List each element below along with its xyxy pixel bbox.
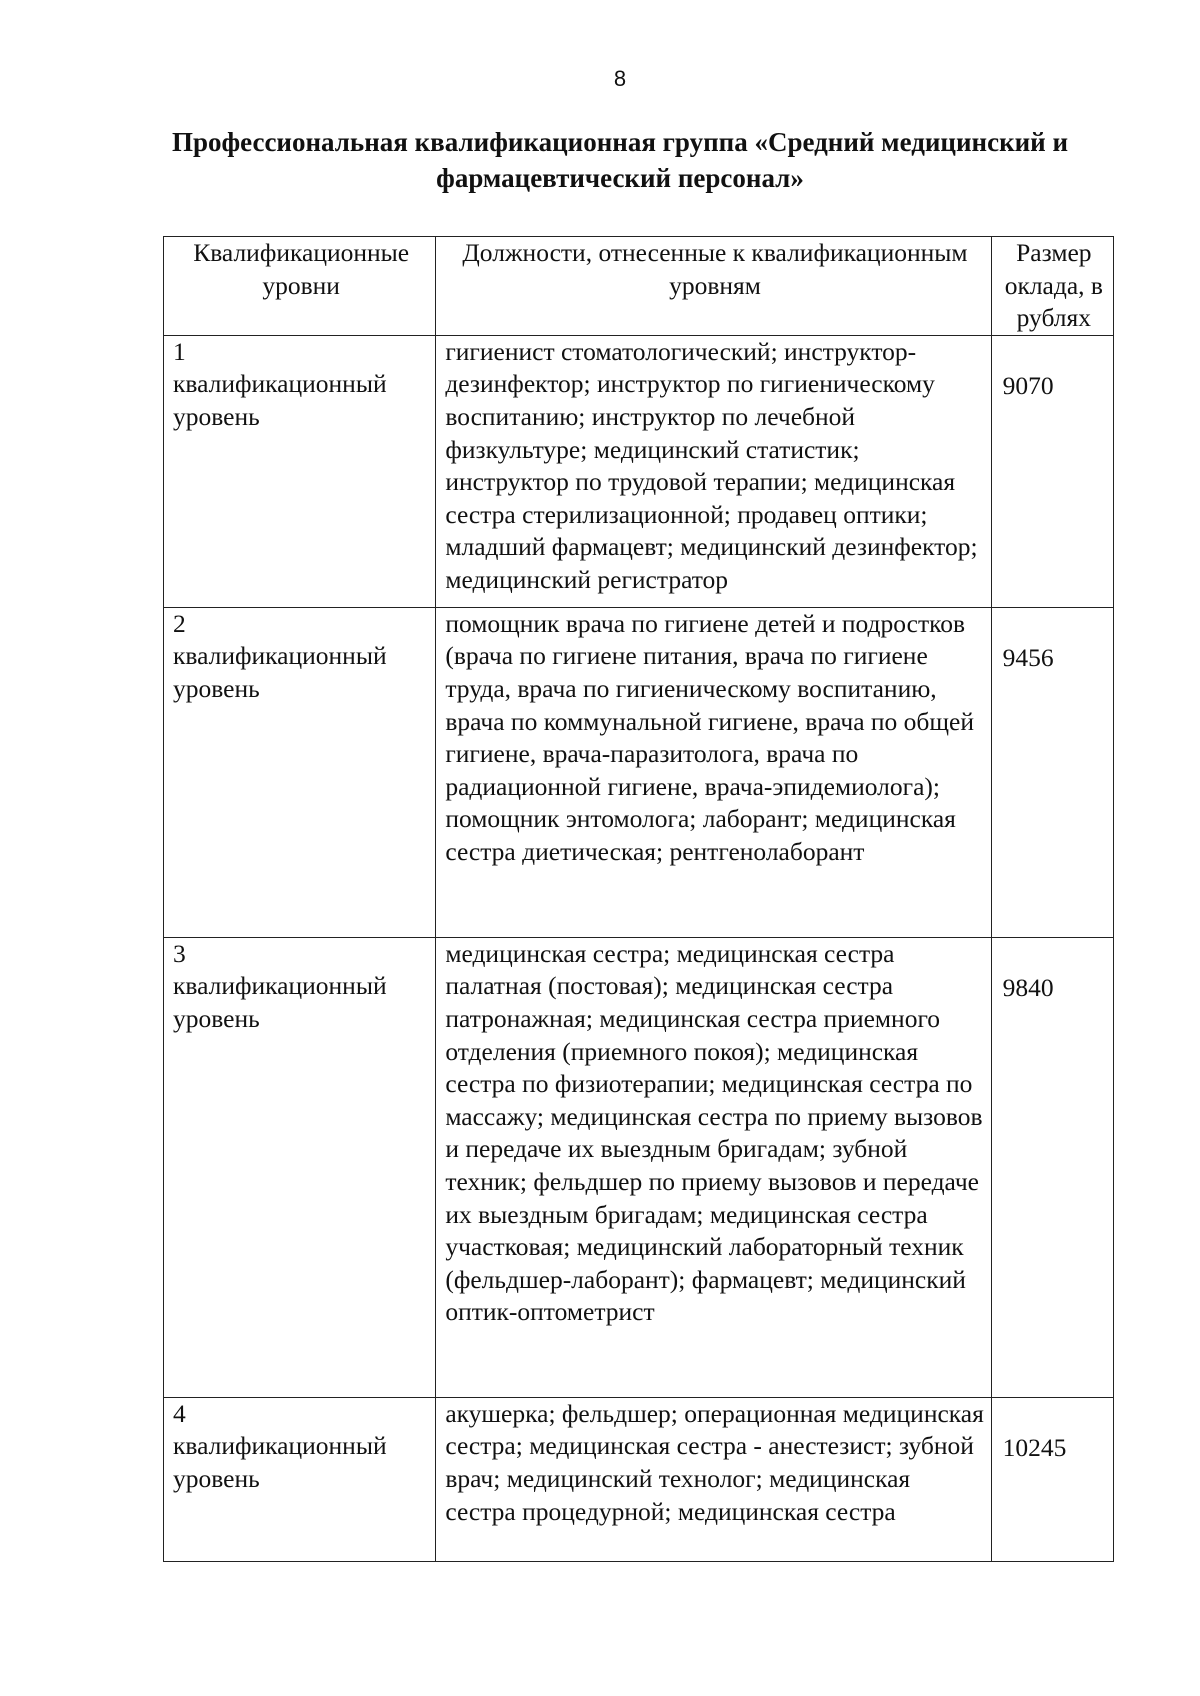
table-row xyxy=(164,937,1114,1397)
level-cell xyxy=(164,937,436,1397)
qualification-table xyxy=(163,236,1114,1562)
salary-cell xyxy=(991,937,1113,1397)
level-word: уровень xyxy=(173,401,260,431)
level-word: квалификационный xyxy=(173,641,387,671)
header-salary: Размер оклада, в рублях xyxy=(991,237,1113,336)
table-row xyxy=(164,1397,1114,1561)
title-line-1: Профессиональная квалификационная группа «Средний медицинский и xyxy=(171,127,1069,157)
salary-cell xyxy=(991,335,1113,607)
salary-cell xyxy=(991,1397,1113,1561)
positions-cell xyxy=(436,607,991,937)
document-title xyxy=(120,124,1120,196)
page-number: 8 xyxy=(613,66,627,91)
table-header-row xyxy=(164,237,1114,336)
salary-value: 9456 xyxy=(1002,642,1054,672)
positions-text: помощник врача по гигиене детей и подростков (врача по гигиене питания, врача по гигиене труда, врача по гигиеническому воспитанию, врача по коммунальной гигиене, врача по общей гигиене, врача-паразитолога, врача по радиационной гигиене, врача-эпидемиолога); помощник энтомолога; лаборант; медицинская сестра диетическая; рентгенолаборант xyxy=(445,608,974,866)
header-levels: Квалификационные уровни xyxy=(164,237,436,336)
level-word: квалификационный xyxy=(173,369,387,399)
level-number: 3 xyxy=(173,938,186,968)
level-word: квалификационный xyxy=(173,1431,387,1461)
positions-text: гигиенист стоматологический; инструктор-дезинфектор; инструктор по гигиеническому воспитанию; инструктор по лечебной физкультуре; медицинский статистик; инструктор по трудовой терапии; медицинская сестра стерилизационной; продавец оптики; младший фармацевт; медицинский дезинфектор; медицинский регистратор xyxy=(445,336,978,594)
positions-cell xyxy=(436,335,991,607)
level-word: уровень xyxy=(173,1463,260,1493)
level-cell xyxy=(164,335,436,607)
salary-cell xyxy=(991,607,1113,937)
level-cell xyxy=(164,1397,436,1561)
positions-cell xyxy=(436,937,991,1397)
level-number: 1 xyxy=(173,336,186,366)
salary-value: 10245 xyxy=(1002,1432,1067,1462)
salary-value: 9840 xyxy=(1002,972,1054,1002)
salary-value: 9070 xyxy=(1002,370,1054,400)
positions-cell xyxy=(436,1397,991,1561)
level-word: уровень xyxy=(173,673,260,703)
table-row xyxy=(164,335,1114,607)
positions-text: медицинская сестра; медицинская сестра палатная (постовая); медицинская сестра патронажная; медицинская сестра приемного отделения (приемного покоя); медицинская сестра по физиотерапии; медицинская сестра по массажу; медицинская сестра по приему вызовов и передаче их выездным бригадам; зубной техник; фельдшер по приему вызовов и передаче их выездным бригадам; медицинская сестра участковая; медицинский лабораторный техник (фельдшер-лаборант); фармацевт; медицинский оптик-оптометрист xyxy=(445,938,983,1327)
level-number: 4 xyxy=(173,1398,186,1428)
level-word: уровень xyxy=(173,1003,260,1033)
header-positions: Должности, отнесенные к квалификационным уровням xyxy=(436,237,991,336)
positions-text: акушерка; фельдшер; операционная медицинская сестра; медицинская сестра - анестезист; зубной врач; медицинский технолог; медицинская сестра процедурной; медицинская сестра xyxy=(445,1398,984,1526)
table-row xyxy=(164,607,1114,937)
level-cell xyxy=(164,607,436,937)
title-line-2: фармацевтический персонал» xyxy=(436,163,804,193)
level-word: квалификационный xyxy=(173,971,387,1001)
level-number: 2 xyxy=(173,608,186,638)
